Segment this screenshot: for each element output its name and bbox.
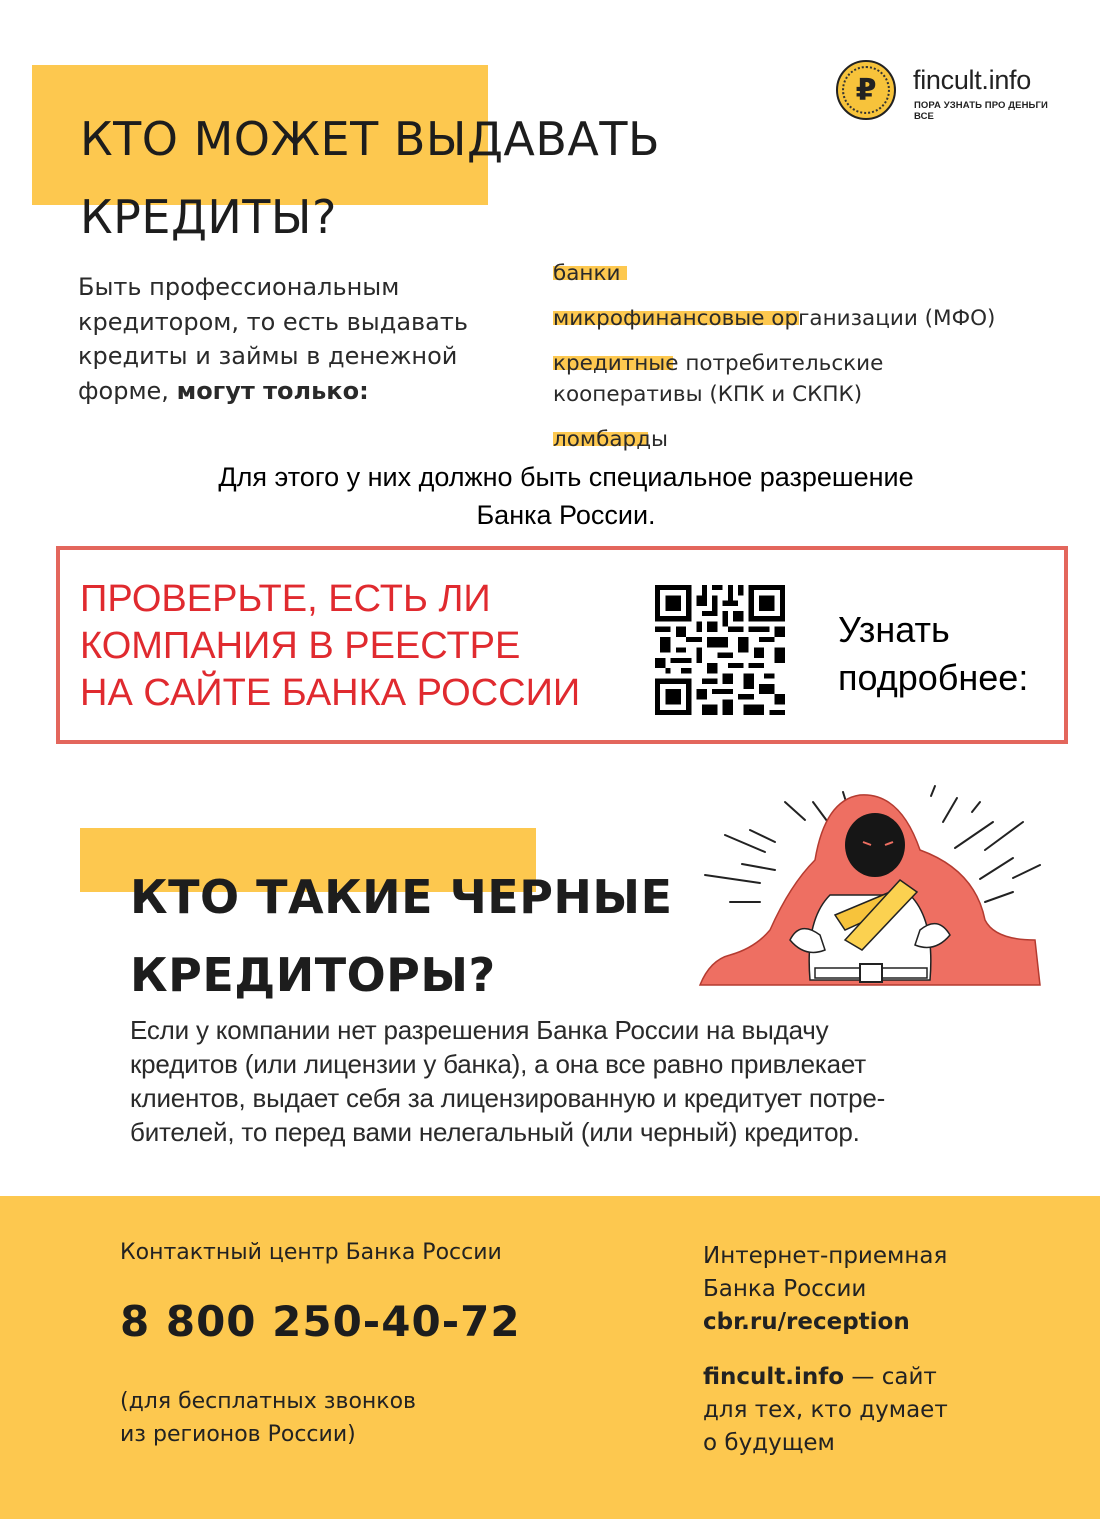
contact-phone-number[interactable]: 8 800 250-40-72 — [120, 1297, 521, 1346]
fincult-tagline: для тех, кто думает — [703, 1397, 948, 1423]
title-line: КРЕДИТОРЫ? — [130, 948, 496, 1002]
check-line: ПРОВЕРЬТЕ, ЕСТЬ ЛИ — [80, 578, 491, 620]
body-line: Если у компании нет разрешения Банка России на выдачу — [130, 1015, 829, 1045]
hooded-figure-gold-bars-illustration — [695, 780, 1045, 992]
intro-paragraph — [78, 270, 528, 408]
check-line: КОМПАНИЯ В РЕЕСТРЕ — [80, 625, 521, 667]
qr-code-icon[interactable] — [655, 585, 785, 715]
footer-links — [703, 1240, 1063, 1460]
fincult-tagline: о будущем — [703, 1430, 835, 1456]
body-line: клиентов, выдает себя за лицензированную и кредитует потре- — [130, 1083, 886, 1113]
reception-label: Интернет-приемная — [703, 1243, 948, 1269]
list-item-text: ломбарды — [553, 427, 669, 452]
reception-link[interactable]: cbr.ru/reception — [703, 1309, 910, 1335]
contact-center-label: Контактный центр Банка России — [120, 1240, 502, 1265]
section2-title — [130, 858, 673, 1014]
list-item — [553, 348, 943, 410]
learn-more-label — [838, 606, 1028, 702]
logo-tagline: ПОРА УЗНАТЬ ПРО ДЕНЬГИ ВСЕ — [914, 100, 1048, 122]
lender-list — [553, 258, 1073, 469]
black-lender-description — [130, 1013, 1030, 1149]
title-line: КТО МОЖЕТ ВЫДАВАТЬ — [80, 112, 661, 166]
note-line: Банка России. — [476, 500, 656, 530]
list-item-text: банки — [553, 261, 621, 286]
body-line: кредитов (или лицензии у банка), а она все равно привлекает — [130, 1049, 866, 1079]
title-line: КТО ТАКИЕ ЧЕРНЫЕ — [130, 870, 673, 924]
intro-text: Быть профессиональным кредитором, то есть выдавать кредиты и займы в денежной форме, — [78, 273, 469, 405]
logo-name: fincult.info — [913, 65, 1031, 95]
list-item-text: микрофинансовые организации (МФО) — [553, 306, 996, 331]
fincult-link[interactable]: fincult.info — [703, 1364, 845, 1390]
more-line: подробнее: — [838, 657, 1029, 698]
list-item-text: кредитные потребительские кооперативы (КПК и СКПК) — [553, 351, 884, 407]
reception-label: Банка России — [703, 1276, 867, 1302]
section1-title — [80, 100, 660, 256]
fincult-tagline: — сайт — [844, 1364, 937, 1390]
list-item — [553, 258, 1073, 289]
registry-check-text — [80, 576, 580, 717]
free-note-line: (для бесплатных звонков — [120, 1389, 417, 1414]
free-call-note — [120, 1385, 520, 1451]
note-line: Для этого у них должно быть специальное разрешение — [218, 462, 914, 492]
body-line: бителей, то перед вами нелегальный (или черный) кредитор. — [130, 1117, 860, 1147]
more-line: Узнать — [838, 609, 950, 650]
free-note-line: из регионов России) — [120, 1422, 356, 1447]
title-line: КРЕДИТЫ? — [80, 190, 337, 244]
list-item — [553, 303, 1073, 334]
fincult-logo[interactable] — [836, 60, 1066, 130]
ruble-coin-icon — [836, 60, 896, 120]
ruble-symbol: ₽ — [855, 72, 877, 108]
check-line: НА САЙТЕ БАНКА РОССИИ — [80, 672, 581, 714]
list-item — [553, 424, 1073, 455]
permission-note — [0, 458, 1100, 534]
intro-bold: могут только: — [176, 376, 369, 405]
